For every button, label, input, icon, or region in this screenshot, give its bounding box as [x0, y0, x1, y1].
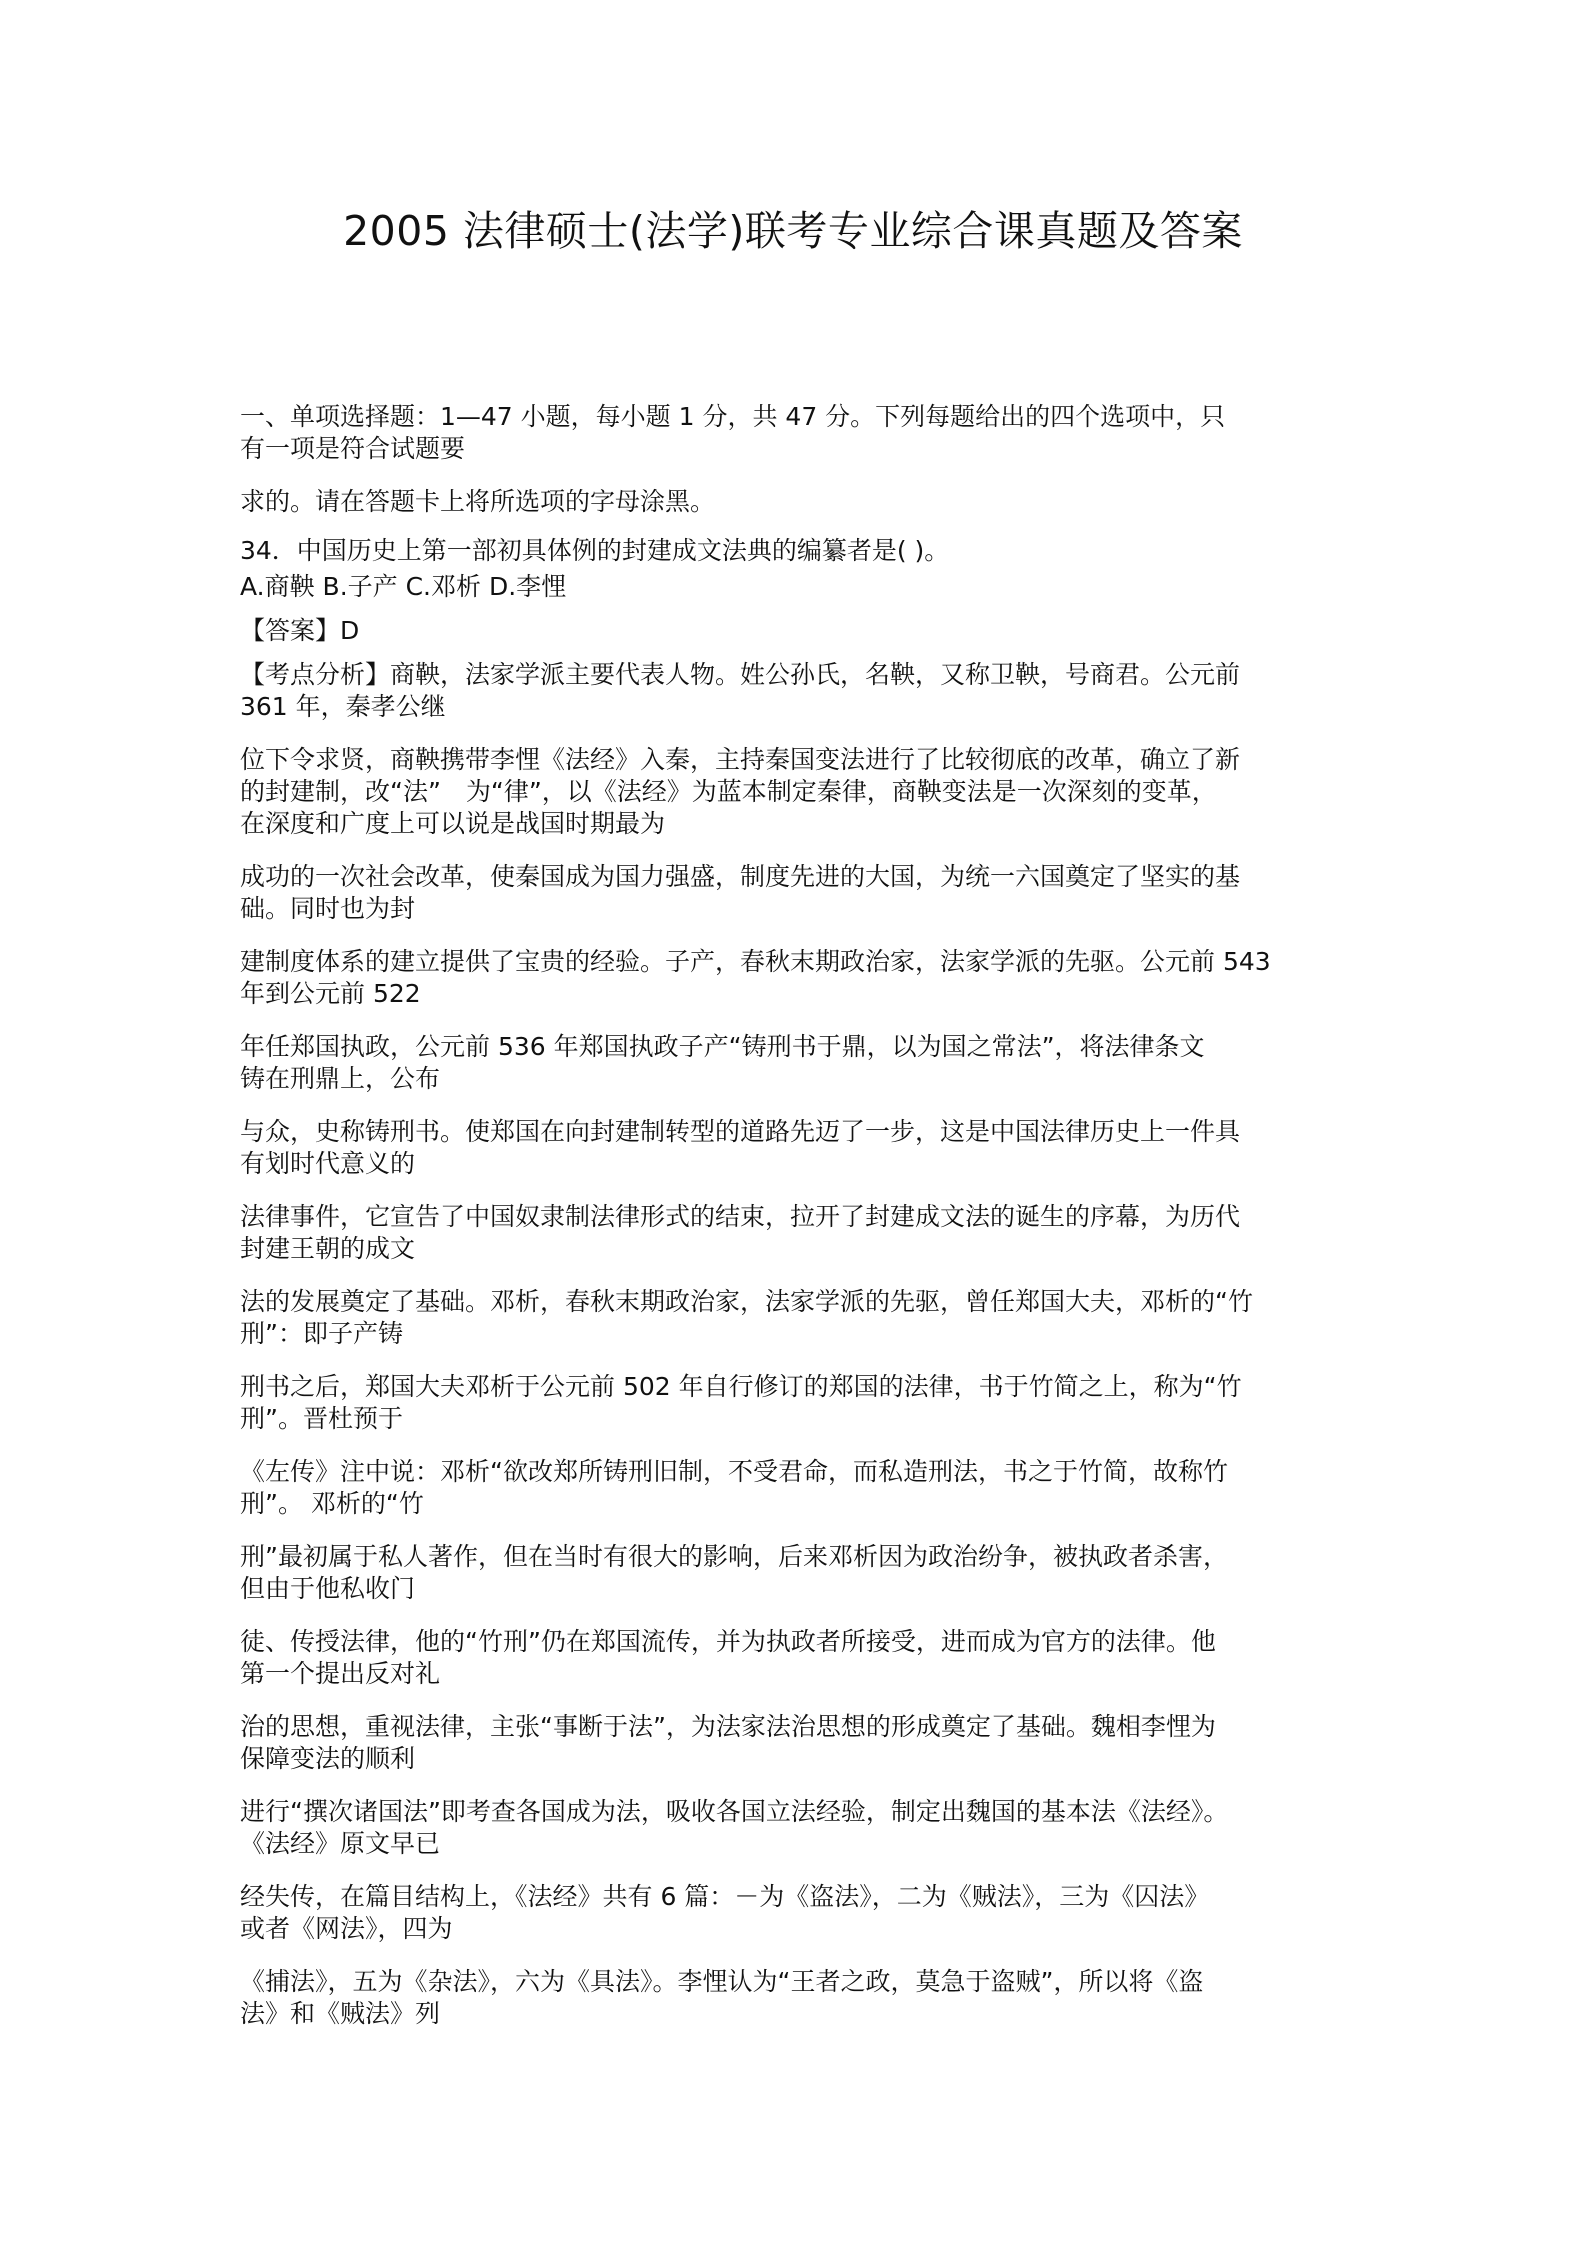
text-line: 的封建制，改“法” 为“律”，以《法经》为蓝本制定秦律，商鞅变法是一次深刻的变革，: [240, 777, 1217, 806]
text-line: 【答案】D: [240, 616, 360, 645]
text-line: 徒、传授法律，他的“竹刑”仍在郑国流传，并为执政者所接受，进而成为官方的法律。他: [240, 1627, 1216, 1656]
text-line: 刑”：即子产铸: [240, 1319, 403, 1348]
text-line: 与众，史称铸刑书。使郑国在向封建制转型的道路先迈了一步，这是中国法律历史上一件具: [240, 1117, 1241, 1146]
text-line: 刑”。 邓析的“竹: [240, 1489, 424, 1518]
text-line: 有一项是符合试题要: [240, 434, 466, 463]
text-line: 建制度体系的建立提供了宝贵的经验。子产，春秋末期政治家，法家学派的先驱。公元前 543: [240, 947, 1271, 976]
text-line: 《法经》原文早已: [240, 1829, 441, 1858]
text-line: 但由于他私收门: [240, 1574, 416, 1603]
text-line: 封建王朝的成文: [240, 1234, 416, 1263]
text-line: 保障变法的顺利: [240, 1744, 416, 1773]
document-title: 2005 法律硕士(法学)联考专业综合课真题及答案: [343, 207, 1243, 255]
text-line: 法律事件，它宣告了中国奴隶制法律形式的结束，拉开了封建成文法的诞生的序幕，为历代: [240, 1202, 1241, 1231]
text-line: 刑”最初属于私人著作，但在当时有很大的影响，后来邓析因为政治纷争，被执政者杀害，: [240, 1542, 1228, 1571]
text-line: 第一个提出反对礼: [240, 1659, 441, 1688]
text-line: 年到公元前 522: [240, 979, 421, 1008]
text-line: 位下令求贤，商鞅携带李悝《法经》入秦，主持秦国变法进行了比较彻底的改革，确立了新: [240, 745, 1241, 774]
text-line: 成功的一次社会改革，使秦国成为国力强盛，制度先进的大国，为统一六国奠定了坚实的基: [240, 862, 1241, 891]
text-line: 年任郑国执政，公元前 536 年郑国执政子产“铸刑书于鼎，以为国之常法”，将法律条文: [240, 1032, 1205, 1061]
text-line: 法》和《贼法》列: [240, 1999, 441, 2028]
text-line: 铸在刑鼎上，公布: [240, 1064, 441, 1093]
text-line: 《捕法》，五为《杂法》，六为《具法》。李悝认为“王者之政，莫急于盗贼”，所以将《盗: [240, 1967, 1204, 1996]
text-line: 刑”。晋杜预于: [240, 1404, 403, 1433]
text-line: 法的发展奠定了基础。邓析，春秋末期政治家，法家学派的先驱，曾任郑国大夫，邓析的“竹: [240, 1287, 1253, 1316]
text-line: 治的思想，重视法律，主张“事断于法”，为法家法治思想的形成奠定了基础。魏相李悝为: [240, 1712, 1216, 1741]
text-line: 求的。请在答题卡上将所选项的字母涂黑。: [240, 487, 716, 516]
text-line: 《左传》注中说：邓析“欲改郑所铸刑旧制，不受君命，而私造刑法，书之于竹简，故称竹: [240, 1457, 1228, 1486]
text-line: 361 年，秦孝公继: [240, 692, 446, 721]
text-line: 础。同时也为封: [240, 894, 416, 923]
text-line: 进行“撰次诸国法”即考查各国成为法，吸收各国立法经验，制定出魏国的基本法《法经》。: [240, 1797, 1229, 1826]
text-line: 有划时代意义的: [240, 1149, 416, 1178]
text-line: A.商鞅 B.子产 C.邓析 D.李悝: [240, 572, 567, 601]
text-line: 经失传，在篇目结构上，《法经》共有 6 篇：－为《盗法》，二为《贼法》，三为《囚法》: [240, 1882, 1210, 1911]
text-line: 在深度和广度上可以说是战国时期最为: [240, 809, 666, 838]
text-line: 或者《网法》，四为: [240, 1914, 453, 1943]
text-line: 34．中国历史上第一部初具体例的封建成文法典的编纂者是( )。: [240, 536, 950, 565]
text-line: 刑书之后，郑国大夫邓析于公元前 502 年自行修订的郑国的法律，书于竹简之上，称为“竹: [240, 1372, 1242, 1401]
text-line: 一、单项选择题：1—47 小题，每小题 1 分，共 47 分。下列每题给出的四个选项中，只: [240, 402, 1226, 431]
text-line: 【考点分析】商鞅，法家学派主要代表人物。姓公孙氏，名鞅，又称卫鞅，号商君。公元前: [240, 660, 1241, 689]
